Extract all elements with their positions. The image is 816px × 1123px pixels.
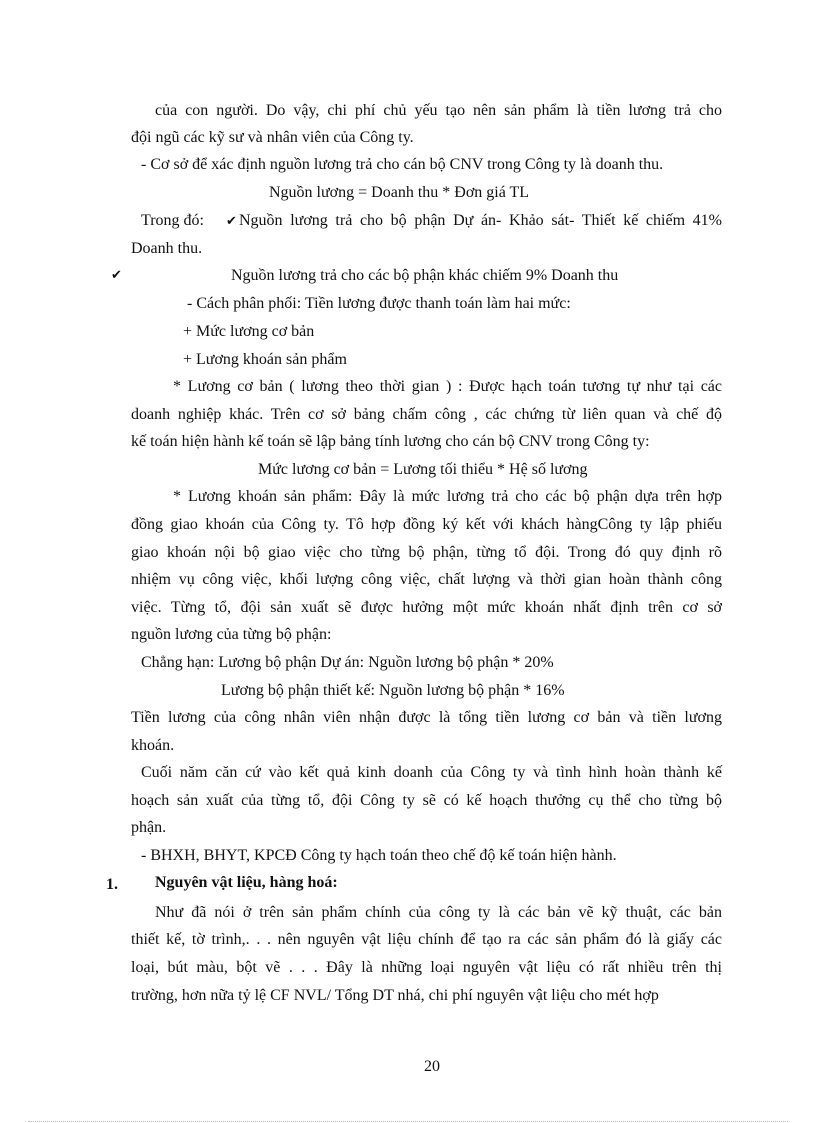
text-line: Nguồn lương trả cho các bộ phận khác chiếm 9% Doanh thu: [231, 267, 619, 284]
text-line: loại, bút màu, bột vẽ . . . Đây là những loại nguyên vật liệu có rất nhiều trên thị: [131, 959, 722, 976]
text-line: - BHXH, BHYT, KPCĐ Công ty hạch toán theo chế độ kế toán hiện hành.: [141, 847, 617, 864]
text-line: Lương bộ phận thiết kế: Nguồn lương bộ phận * 16%: [221, 682, 565, 699]
text-line: đồng giao khoán của Công ty. Tô hợp đồng ký kết với khách hàngCông ty lập phiếu: [131, 516, 722, 533]
list-item: + Lương khoán sản phẩm: [183, 351, 347, 368]
text-line: nguồn lương của từng bộ phận:: [131, 626, 332, 643]
text-line: Chẳng hạn: Lương bộ phận Dự án: Nguồn lương bộ phận * 20%: [141, 654, 554, 671]
text-line: Tiền lương của công nhân viên nhận được là tổng tiền lương cơ bản và tiền lương: [131, 709, 722, 726]
text-line: * Lương cơ bản ( lương theo thời gian ) : Được hạch toán tương tự như tại các: [173, 378, 722, 395]
page-edge-divider: [28, 1121, 788, 1122]
text-line: nhiệm vụ công việc, khối lượng công việc, chất lượng và thời gian hoàn thành công: [131, 571, 722, 588]
list-item: + Mức lương cơ bản: [183, 323, 315, 340]
text-line: phận.: [131, 819, 167, 836]
text-line: giao khoán nội bộ giao việc cho từng bộ phận, từng tổ đội. Trong đó quy định rõ: [131, 544, 722, 561]
text-line: Trong đó:: [141, 212, 204, 229]
text-line: khoán.: [131, 737, 175, 754]
text-line: Nguồn lương trả cho bộ phận Dự án- Khảo sát- Thiết kế chiếm 41%: [239, 212, 722, 229]
formula-line: Mức lương cơ bản = Lương tối thiểu * Hệ số lương: [258, 461, 588, 478]
text-line: của con người. Do vậy, chi phí chủ yếu tạo nên sản phẩm là tiền lương trả cho: [155, 102, 722, 119]
text-line: - Cách phân phối: Tiền lương được thanh toán làm hai mức:: [187, 295, 571, 312]
text-line: Cuối năm căn cứ vào kết quả kinh doanh của Công ty và tình hình hoàn thành kế: [141, 764, 722, 781]
formula-line: Nguồn lương = Doanh thu * Đơn giá TL: [269, 184, 530, 201]
text-line: đội ngũ các kỹ sư và nhân viên của Công ty.: [131, 129, 414, 146]
text-line: doanh nghiệp khác. Trên cơ sở bảng chấm công , các chứng từ liên quan và chế độ: [131, 406, 722, 423]
text-line: Như đã nói ở trên sản phẩm chính của công ty là các bản vẽ kỹ thuật, các bản: [155, 904, 722, 921]
text-line: thiết kế, tờ trình,. . . nên nguyên vật liệu chính để tạo ra các sản phẩm đó là giấy các: [131, 931, 722, 948]
text-line: kế toán hiện hành kế toán sẽ lập bảng tính lương cho cán bộ CNV trong Công ty:: [131, 433, 650, 450]
text-line: - Cơ sở để xác định nguồn lương trả cho cán bộ CNV trong Công ty là doanh thu.: [141, 156, 664, 173]
section-number: 1.: [106, 876, 118, 893]
text-line: việc. Từng tổ, đội sản xuất sẽ được hưởng một mức khoán nhất định trên cơ sở: [131, 599, 722, 616]
page-number: 20: [424, 1058, 440, 1075]
section-heading: Nguyên vật liệu, hàng hoá:: [155, 874, 338, 891]
text-line: Doanh thu.: [131, 240, 203, 257]
text-line: hoạch sản xuất của từng tổ, đội Công ty sẽ có kế hoạch thưởng cụ thể cho từng bộ: [131, 792, 722, 809]
check-mark-icon: ✔: [111, 267, 122, 282]
check-mark-icon: ✔: [226, 213, 237, 228]
text-line: * Lương khoán sản phẩm: Đây là mức lương trả cho các bộ phận dựa trên hợp: [173, 488, 722, 505]
text-line: trường, hơn nữa tỷ lệ CF NVL/ Tổng DT nhá, chi phí nguyên vật liệu cho mét hợp: [131, 987, 659, 1004]
